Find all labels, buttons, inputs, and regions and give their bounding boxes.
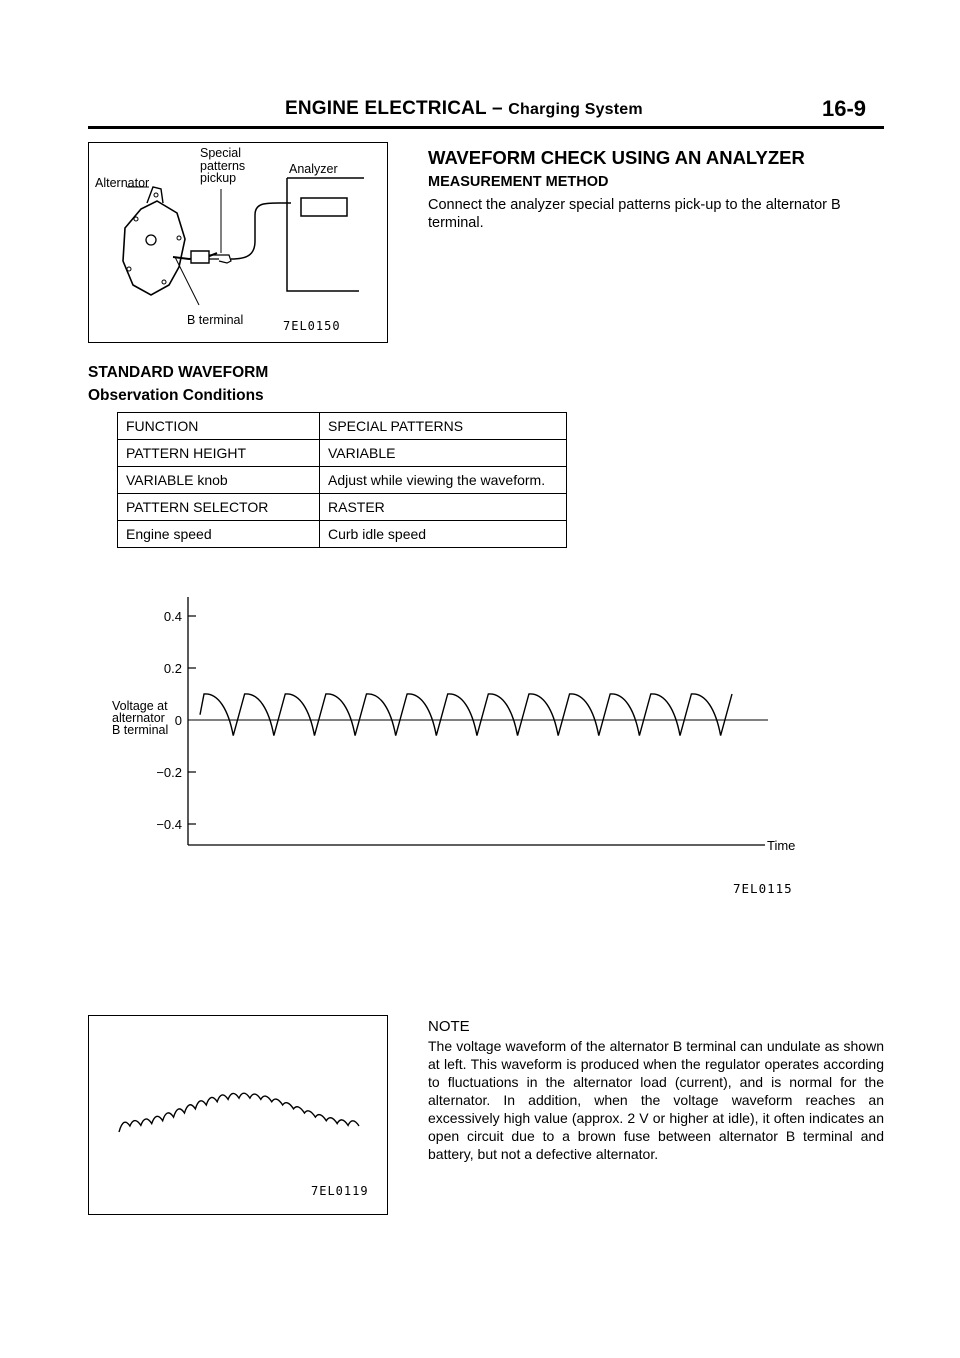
pickup-label: Special patterns pickup: [200, 146, 246, 185]
header-subsection: Charging System: [508, 101, 643, 118]
method-text: Connect the analyzer special patterns pick-up to the alternator B terminal.: [428, 197, 841, 231]
table-cell: SPECIAL PATTERNS: [320, 413, 567, 440]
y-tick-label: 0.2: [163, 661, 182, 676]
y-tick-label: 0: [174, 713, 182, 728]
table-cell: RASTER: [320, 494, 567, 521]
table-cell: Curb idle speed: [320, 521, 567, 548]
y-tick-label: −0.2: [156, 765, 182, 780]
analyzer-label: Analyzer: [289, 162, 338, 176]
y-axis-label: Voltage at alternator B terminal: [112, 699, 169, 737]
table-cell: PATTERN SELECTOR: [118, 494, 320, 521]
table-cell: PATTERN HEIGHT: [118, 440, 320, 467]
b-terminal-label: B terminal: [187, 313, 244, 327]
table-cell: VARIABLE: [320, 440, 567, 467]
method-heading: MEASUREMENT METHOD: [428, 174, 609, 190]
figure-code: 7EL0150: [283, 319, 341, 333]
note-text: The voltage waveform of the alternator B terminal can undulate as shown at left. This waveform is produced when the regulator operates according to fluctuations in the alternator load (current), and is normal for the alternator. In addition, when the voltage waveform reaches an excessively high value (approx. 2 V or higher at idle), it often indicates an open circuit due to a brown fuse between alternator B terminal and battery, but not a defective alternator.: [428, 1038, 884, 1162]
y-tick-label: 0.4: [163, 609, 182, 624]
section-title: WAVEFORM CHECK USING AN ANALYZER: [428, 147, 805, 168]
table-cell: FUNCTION: [118, 413, 320, 440]
header-section: ENGINE ELECTRICAL –: [285, 98, 503, 119]
figure-code: 7EL0115: [733, 881, 793, 896]
page-number: 16-9: [822, 96, 867, 121]
undulating-waveform-line: [119, 1093, 359, 1132]
alternator-label: Alternator: [95, 176, 150, 190]
table-cell: Adjust while viewing the waveform.: [320, 467, 567, 494]
y-tick-label: −0.4: [156, 817, 182, 832]
table-cell: VARIABLE knob: [118, 467, 320, 494]
voltage-waveform-line: [200, 694, 732, 736]
standard-waveform-heading: STANDARD WAVEFORM: [88, 364, 269, 381]
undulating-waveform-figure: [88, 1015, 388, 1215]
table-cell: Engine speed: [118, 521, 320, 548]
x-axis-label: Time: [767, 838, 796, 853]
observation-conditions-heading: Observation Conditions: [88, 387, 264, 404]
note-heading: NOTE: [428, 1018, 470, 1035]
figure-code: 7EL0119: [311, 1184, 369, 1198]
